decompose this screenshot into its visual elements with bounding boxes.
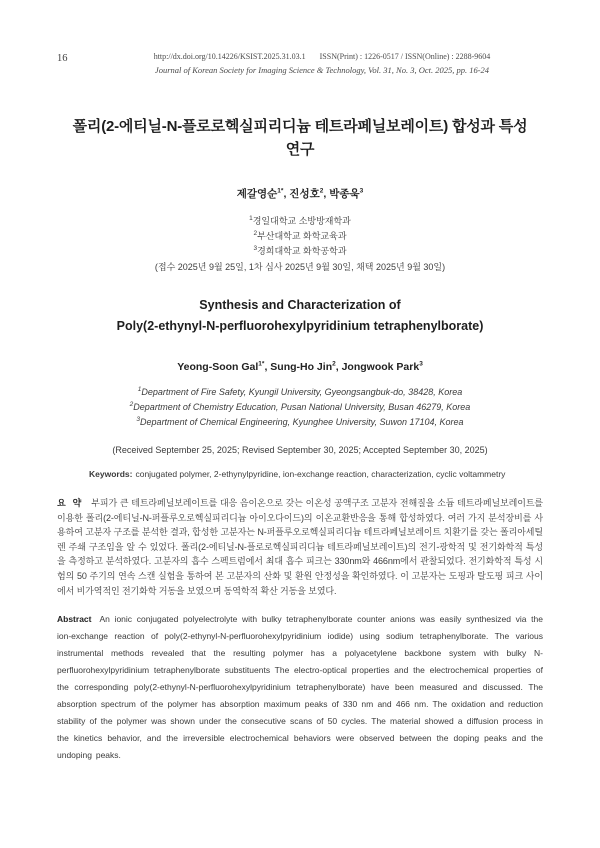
- author-separator: ,: [264, 361, 271, 373]
- korean-abstract-label: 요 약: [57, 498, 84, 508]
- english-title-line1: Synthesis and Characterization of: [199, 297, 401, 312]
- korean-dates: (접수 2025년 9월 25일, 1차 심사 2025년 9월 30일, 채택 2025년 9월 30일): [154, 261, 446, 272]
- author-sup: 3: [419, 360, 423, 368]
- english-abstract: [57, 611, 543, 764]
- affiliation-kr: [57, 244, 543, 259]
- author-kr: [329, 188, 363, 200]
- author-sup: 2: [319, 187, 324, 194]
- author-separator: ,: [283, 187, 290, 200]
- affiliation-sup: 1: [137, 386, 142, 393]
- author-name: Jongwook Park: [341, 361, 420, 373]
- affiliation-text: Department of Chemistry Education, Pusan National University, Busan 46279, Korea: [133, 402, 471, 412]
- page-number: 16: [57, 53, 68, 64]
- affiliation-en: [57, 415, 543, 430]
- affiliation-text: 부산대학교 화학교육과: [257, 230, 347, 241]
- author-kr: [289, 188, 329, 200]
- author-en: [270, 361, 341, 373]
- affiliation-kr: [57, 229, 543, 244]
- english-abstract-label: Abstract: [57, 614, 92, 625]
- affiliation-en: [57, 385, 543, 400]
- affiliation-text: Department of Chemical Engineering, Kyunghee University, Suwon 17104, Korea: [140, 417, 464, 427]
- author-separator: ,: [335, 361, 342, 373]
- affiliation-sup: 3: [253, 244, 258, 252]
- author-kr: [237, 188, 290, 200]
- korean-abstract-text: 부피가 큰 테트라페닐보레이트를 대응 음이온으로 갖는 이온성 공액구조 고분자 전해질을 소듐 테트라페닐보레이트를 이용한 폴리(2-에티닐-N-퍼플루오로헥실피리디늄 아이오다이드)의 이온교환반응을 통해 합성하였다. 여러 가지 분석장비를 사용하여 고분자 구조를 분석한 결과, 합성한 고분자는 N-퍼플루오로헥실피리디늄 테트라페닐보레이트 치환기를 갖는 폴리아세틸렌 주쇄 구조임을 알 수 있었다. 폴리(2-에티닐-N-플로로헥실피리디늄 테트라페닐보레이트)의 전기-광학적 및 전기화학적 특성을 측정하고 분석하였다. 고분자의 흡수 스펙트럼에서 최대 흡수 피크는 330nm와 466nm에서 관찰되었다. 전기화학적 특성 시험의 50 주기의 연속 스캔 실험을 통하여 본 고분자의 산화 및 환원 안정성을 확인하였다. 이 고분자는 도핑과 탈도핑 피크 사이에서 비가역적인 전기화학 거동을 보였으며 동역학적 확산 거동을 보였다.: [57, 498, 544, 596]
- affiliation-text: 경희대학교 화학공학과: [257, 245, 347, 256]
- author-name: 진성호: [289, 187, 320, 200]
- journal-header: [57, 52, 543, 75]
- author-separator: ,: [323, 187, 330, 200]
- english-authors: [57, 361, 543, 373]
- korean-affiliations: [57, 214, 543, 259]
- author-sup: 1*: [258, 360, 265, 368]
- affiliation-sup: 2: [253, 229, 258, 237]
- author-name: 제갈영순: [236, 187, 278, 200]
- author-name: Yeong-Soon Gal: [177, 361, 259, 373]
- affiliation-kr: [57, 214, 543, 229]
- affiliation-sup: 3: [136, 416, 141, 423]
- doi-issn-line: [101, 52, 543, 61]
- author-sup: 2: [332, 360, 336, 368]
- author-sup: 3: [359, 187, 364, 194]
- author-en: [177, 361, 270, 373]
- keywords-label: Keywords:: [89, 469, 133, 479]
- journal-title-line: Journal of Korean Society for Imaging Science & Technology, Vol. 31, No. 3, Oct. 2025, pp. 16-24: [154, 65, 490, 75]
- affiliation-sup: 2: [129, 401, 134, 408]
- keywords-text: conjugated polymer, 2-ethynylpyridine, ion-exchange reaction, characterization, cyclic voltammetry: [135, 469, 506, 479]
- affiliation-sup: 1: [249, 214, 253, 222]
- affiliation-en: [57, 400, 543, 415]
- issn-text: ISSN(Print) : 1226-0517 / ISSN(Online) : 2288-9604: [319, 52, 491, 61]
- english-affiliations: [57, 385, 543, 430]
- header-lines: [101, 52, 543, 75]
- author-en: [342, 361, 423, 373]
- affiliation-text: Department of Fire Safety, Kyungil University, Gyeongsangbuk-do, 38428, Korea: [141, 387, 463, 397]
- keywords-line: [57, 469, 543, 479]
- english-dates: (Received September 25, 2025; Revised September 30, 2025; Accepted September 30, 2025): [112, 445, 488, 455]
- korean-abstract: [57, 496, 543, 598]
- english-abstract-text: An ionic conjugated polyelectrolyte with bulky tetraphenylborate counter anions was easily synthesized via the ion-exchange reaction of poly(2-ethynyl-N-perfluorohexylpyridinium iodide) using sodium tetraphenylborate. The various instrumental methods revealed that the resulting polymer has a polyacetylene backbone system with bulky N-perfluorohexylpyridinium tetraphenylborate substituents The electro-optical properties and the electrochemical properties of the corresponding poly(2-ethynyl-N-perfluorohexylpyridinium tetraphenylborate) have been measured and discussed. The absorption spectrum of the polymer has absorption maximum peaks of 330 nm and 466 nm. The oxidation and reduction stability of the polymer was shown under the consecutive scans of 50 cycles. The material showed a diffusion process in the kinetics behavior, and the irreversible electrochemical behaviors were observed between the doping peaks and the undoping peaks.: [57, 614, 543, 761]
- korean-authors: [57, 186, 543, 201]
- english-title-line2: Poly(2-ethynyl-N-perfluorohexylpyridinium tetraphenylborate): [116, 318, 484, 333]
- korean-title: 폴리(2-에티닐-N-플로로헥실피리디늄 테트라페닐보레이트) 합성과 특성 연구: [72, 118, 528, 159]
- author-name: Sung-Ho Jin: [270, 361, 333, 373]
- affiliation-text: 경일대학교 소방방재학과: [252, 215, 351, 226]
- doi-text: http://dx.doi.org/10.14226/KSIST.2025.31.03.1: [153, 52, 306, 61]
- author-sup: 1*: [277, 187, 284, 194]
- english-title: [57, 295, 543, 338]
- author-name: 박종욱: [329, 187, 360, 200]
